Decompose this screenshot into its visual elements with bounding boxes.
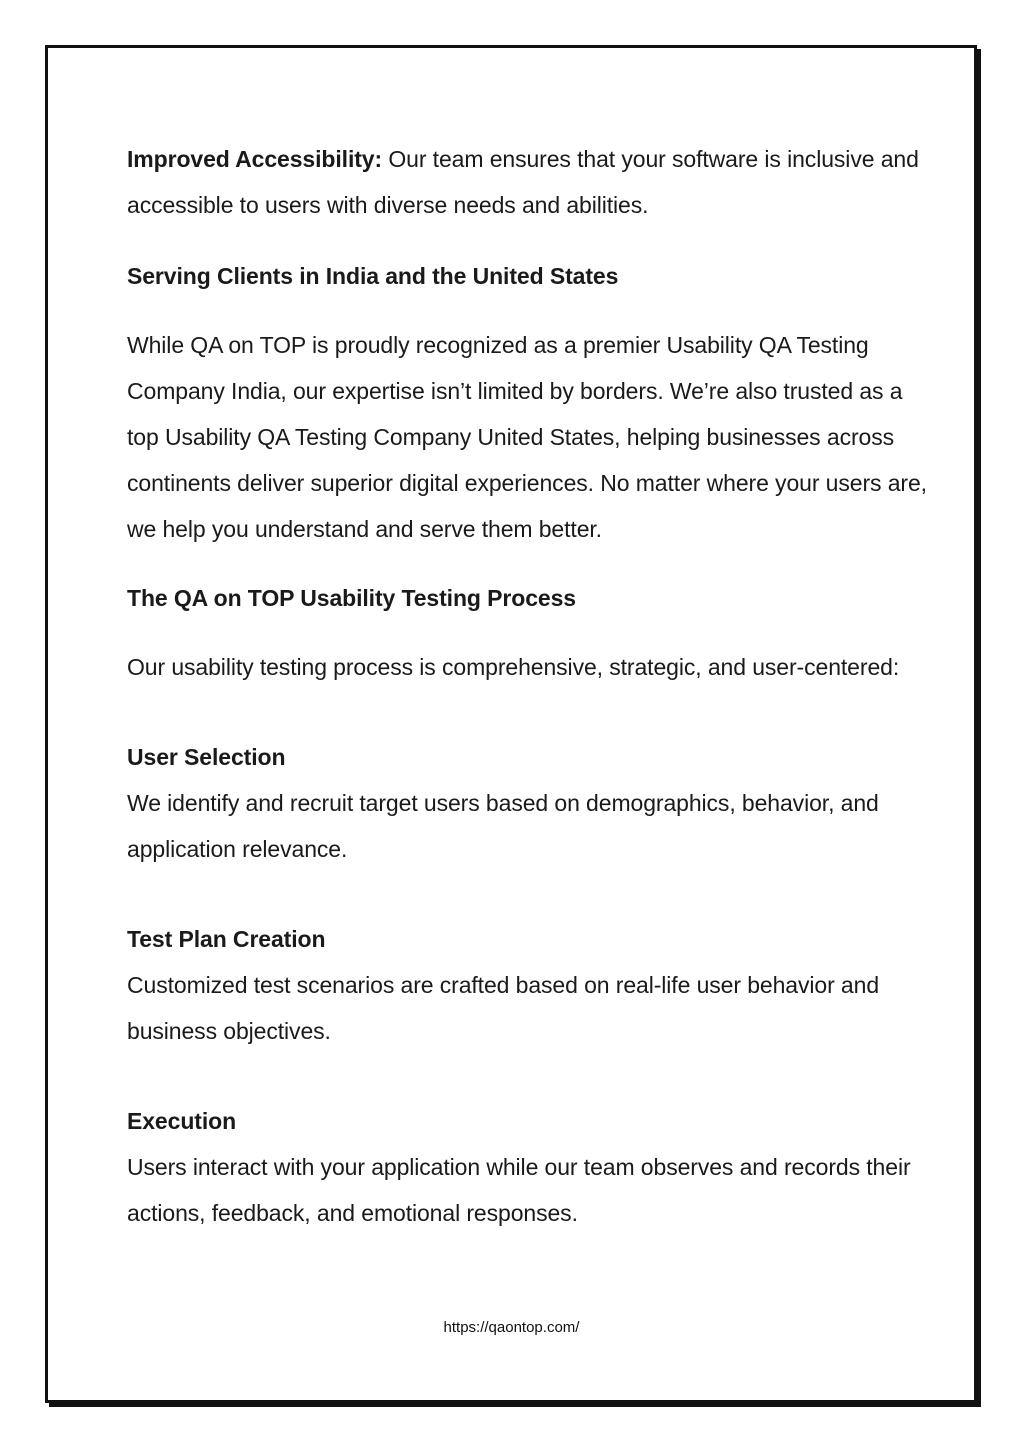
spacer [127,621,927,644]
page-content [127,136,927,1236]
process-heading-text: The QA on TOP Usability Testing Process [127,585,576,611]
step-text-execution: Users interact with your application while our team observes and records their actions, feedback, and emotional responses. [127,1154,911,1226]
accessibility-paragraph [127,136,927,228]
step-title-test-plan [127,916,927,962]
page-frame [45,45,977,1403]
step-title-user-selection [127,734,927,780]
step-title-execution [127,1098,927,1144]
step-title-text: Execution [127,1108,237,1134]
footer-url: https://qaontop.com/ [443,1319,580,1336]
spacer [127,552,927,575]
clients-heading-text: Serving Clients in India and the United States [127,263,619,289]
accessibility-label: Improved Accessibility: [127,146,383,172]
clients-heading [127,253,927,299]
step-title-text: Test Plan Creation [127,926,326,952]
process-intro: Our usability testing process is comprehensive, strategic, and user-centered: [127,654,900,680]
spacer [127,872,927,916]
step-text-test-plan: Customized test scenarios are crafted based on real-life user behavior and business objectives. [127,972,880,1044]
spacer [127,1054,927,1098]
step-text-user-selection: We identify and recruit target users based on demographics, behavior, and application relevance. [127,790,879,862]
spacer [127,690,927,734]
spacer [127,299,927,322]
accessibility-text: Our team ensures that your software is inclusive and accessible to users with diverse needs and abilities. [127,146,919,218]
spacer [127,228,927,253]
clients-body: While QA on TOP is proudly recognized as a premier Usability QA Testing Company India, our expertise isn’t limited by borders. We’re also trusted as a top Usability QA Testing Company United States, helping businesses across continents deliver superior digital experiences. No matter where your users are, we help you understand and serve them better. [127,332,927,542]
step-title-text: User Selection [127,744,286,770]
process-heading [127,575,927,621]
